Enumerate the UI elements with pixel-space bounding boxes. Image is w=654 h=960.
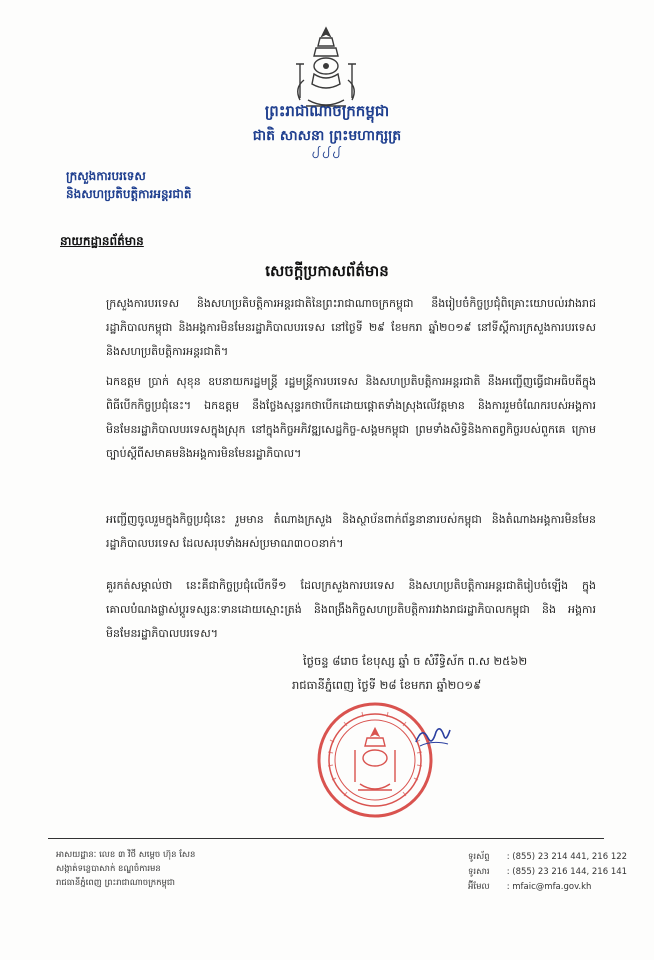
lunar-date: ថ្ងៃចន្ទ ៨រោច ខែបុស្ស ឆ្នាំ ច សំរឹទ្ធិស័ក ព.ស ២៥៦២ [303,654,528,668]
address-line-2: សង្កាត់ទន្លេបាសាក់ ខណ្ឌចំការមន [56,864,161,874]
document-title: សេចក្តីប្រកាសព័ត៌មាន [265,262,389,280]
ministry-name-line2: និងសហប្រតិបត្តិការអន្តរជាតិ [66,187,192,201]
fax-value: : (855) 23 216 144, 216 141 [506,867,628,877]
footer-divider [48,838,604,839]
email-row [468,880,627,895]
phone-row [468,850,627,865]
fax-row [468,865,627,880]
department-name: នាយកដ្ឋានព័ត៌មាន [60,234,144,248]
address-line-1: អាសយដ្ឋានៈ លេខ ៣ វិថី សម្តេច ហ៊ុន សែន [56,850,196,860]
royal-crest-icon [286,24,366,112]
footer-address [56,848,195,890]
paragraph-2: ឯកឧត្តម ប្រាក់ សុខុន ឧបនាយករដ្ឋមន្ត្រី រដ្ឋមន្ត្រីការបរទេស និងសហប្រតិបត្តិការអន្តរជាតិ នឹងអញ្ជើញធ្វើជាអធិបតីក្នុងពិធីបើកកិច្ចប្រជុំនេះ។ ឯកឧត្តម នឹងថ្លែងសុន្ទរកថាបើកដោយផ្តោតទាំងស្រុងលើវត្តមាន និងការរួមចំណែករបស់អង្គការមិនមែនរដ្ឋាភិបាលបរទេសក្នុងស្រុក នៅក្នុងកិច្ចអភិវឌ្ឍសេដ្ឋកិច្ច-សង្គមកម្ពុជា ព្រមទាំងសិទ្ធិនិងកាតព្វកិច្ចរបស់ពួកគេ ក្រោមច្បាប់ស្តីពីសមាគមនិងអង្គការមិនមែនរដ្ឋាភិបាល។ [106,375,596,460]
paragraph-4: គួរកត់សម្គាល់ថា នេះគឺជាកិច្ចប្រជុំលើកទី១ ដែលក្រសួងការបរទេស និងសហប្រតិបត្តិការអន្តរជាតិរៀបចំឡើង ក្នុងគោលបំណងផ្លាស់ប្តូរទស្សនៈទានដោយស្មោះត្រង់ និងពង្រឹងកិច្ចសហប្រតិបត្តិការរវាងរាជរដ្ឋាភិបាលកម្ពុជា និង អង្គការមិនមែនរដ្ឋាភិបាលបរទេស។ [106,579,596,640]
email-value: : mfaic@mfa.gov.kh [506,882,592,892]
phone-label: ទូរស័ព្ទ [468,852,490,862]
address-line-3: រាជធានីភ្នំពេញ ព្រះរាជាណាចក្រកម្ពុជា [56,878,175,888]
national-motto: ជាតិ សាសនា ព្រះមហាក្សត្រ [252,128,402,144]
header-ornament: ᨸᨸᨸ [311,147,343,161]
ministry-name-line1: ក្រសួងការបរទេស [66,169,146,183]
signature-icon [412,722,454,750]
paragraph-3: អញ្ជើញចូលរួមក្នុងកិច្ចប្រជុំនេះ រួមមាន តំណាងក្រសួង និងស្ថាប័នពាក់ព័ន្ធនានារបស់កម្ពុជា និងតំណាងអង្គការមិនមែនរដ្ឋាភិបាលបរទេស ដែលសរុបទាំងអស់ប្រមាណ៣០០នាក់។ [106,513,596,550]
kingdom-name: ព្រះរាជាណាចក្រកម្ពុជា [264,102,390,120]
official-seal-icon [310,700,440,820]
email-label: អ៊ីមែល [468,882,490,892]
paragraph-1: ក្រសួងការបរទេស និងសហប្រតិបត្តិការអន្តរជាតិនៃព្រះរាជាណាចក្រកម្ពុជា នឹងរៀបចំកិច្ចប្រជុំពិគ្រោះយោបល់រវាងរាជរដ្ឋាភិបាលកម្ពុជា និងអង្គការមិនមែនរដ្ឋាភិបាលបរទេស នៅថ្ងៃទី ២៩ ខែមករា ឆ្នាំ២០១៩ នៅទីស្តីការក្រសួងការបរទេស និងសហប្រតិបត្តិការអន្តរជាតិ។ [106,297,596,358]
phone-value: : (855) 23 214 441, 216 122 [506,852,628,862]
footer-contacts [468,850,627,895]
solar-date: រាជធានីភ្នំពេញ ថ្ងៃទី ២៨ ខែមករា ឆ្នាំ២០១៩ [292,678,482,692]
fax-label: ទូរសារ [468,867,490,877]
